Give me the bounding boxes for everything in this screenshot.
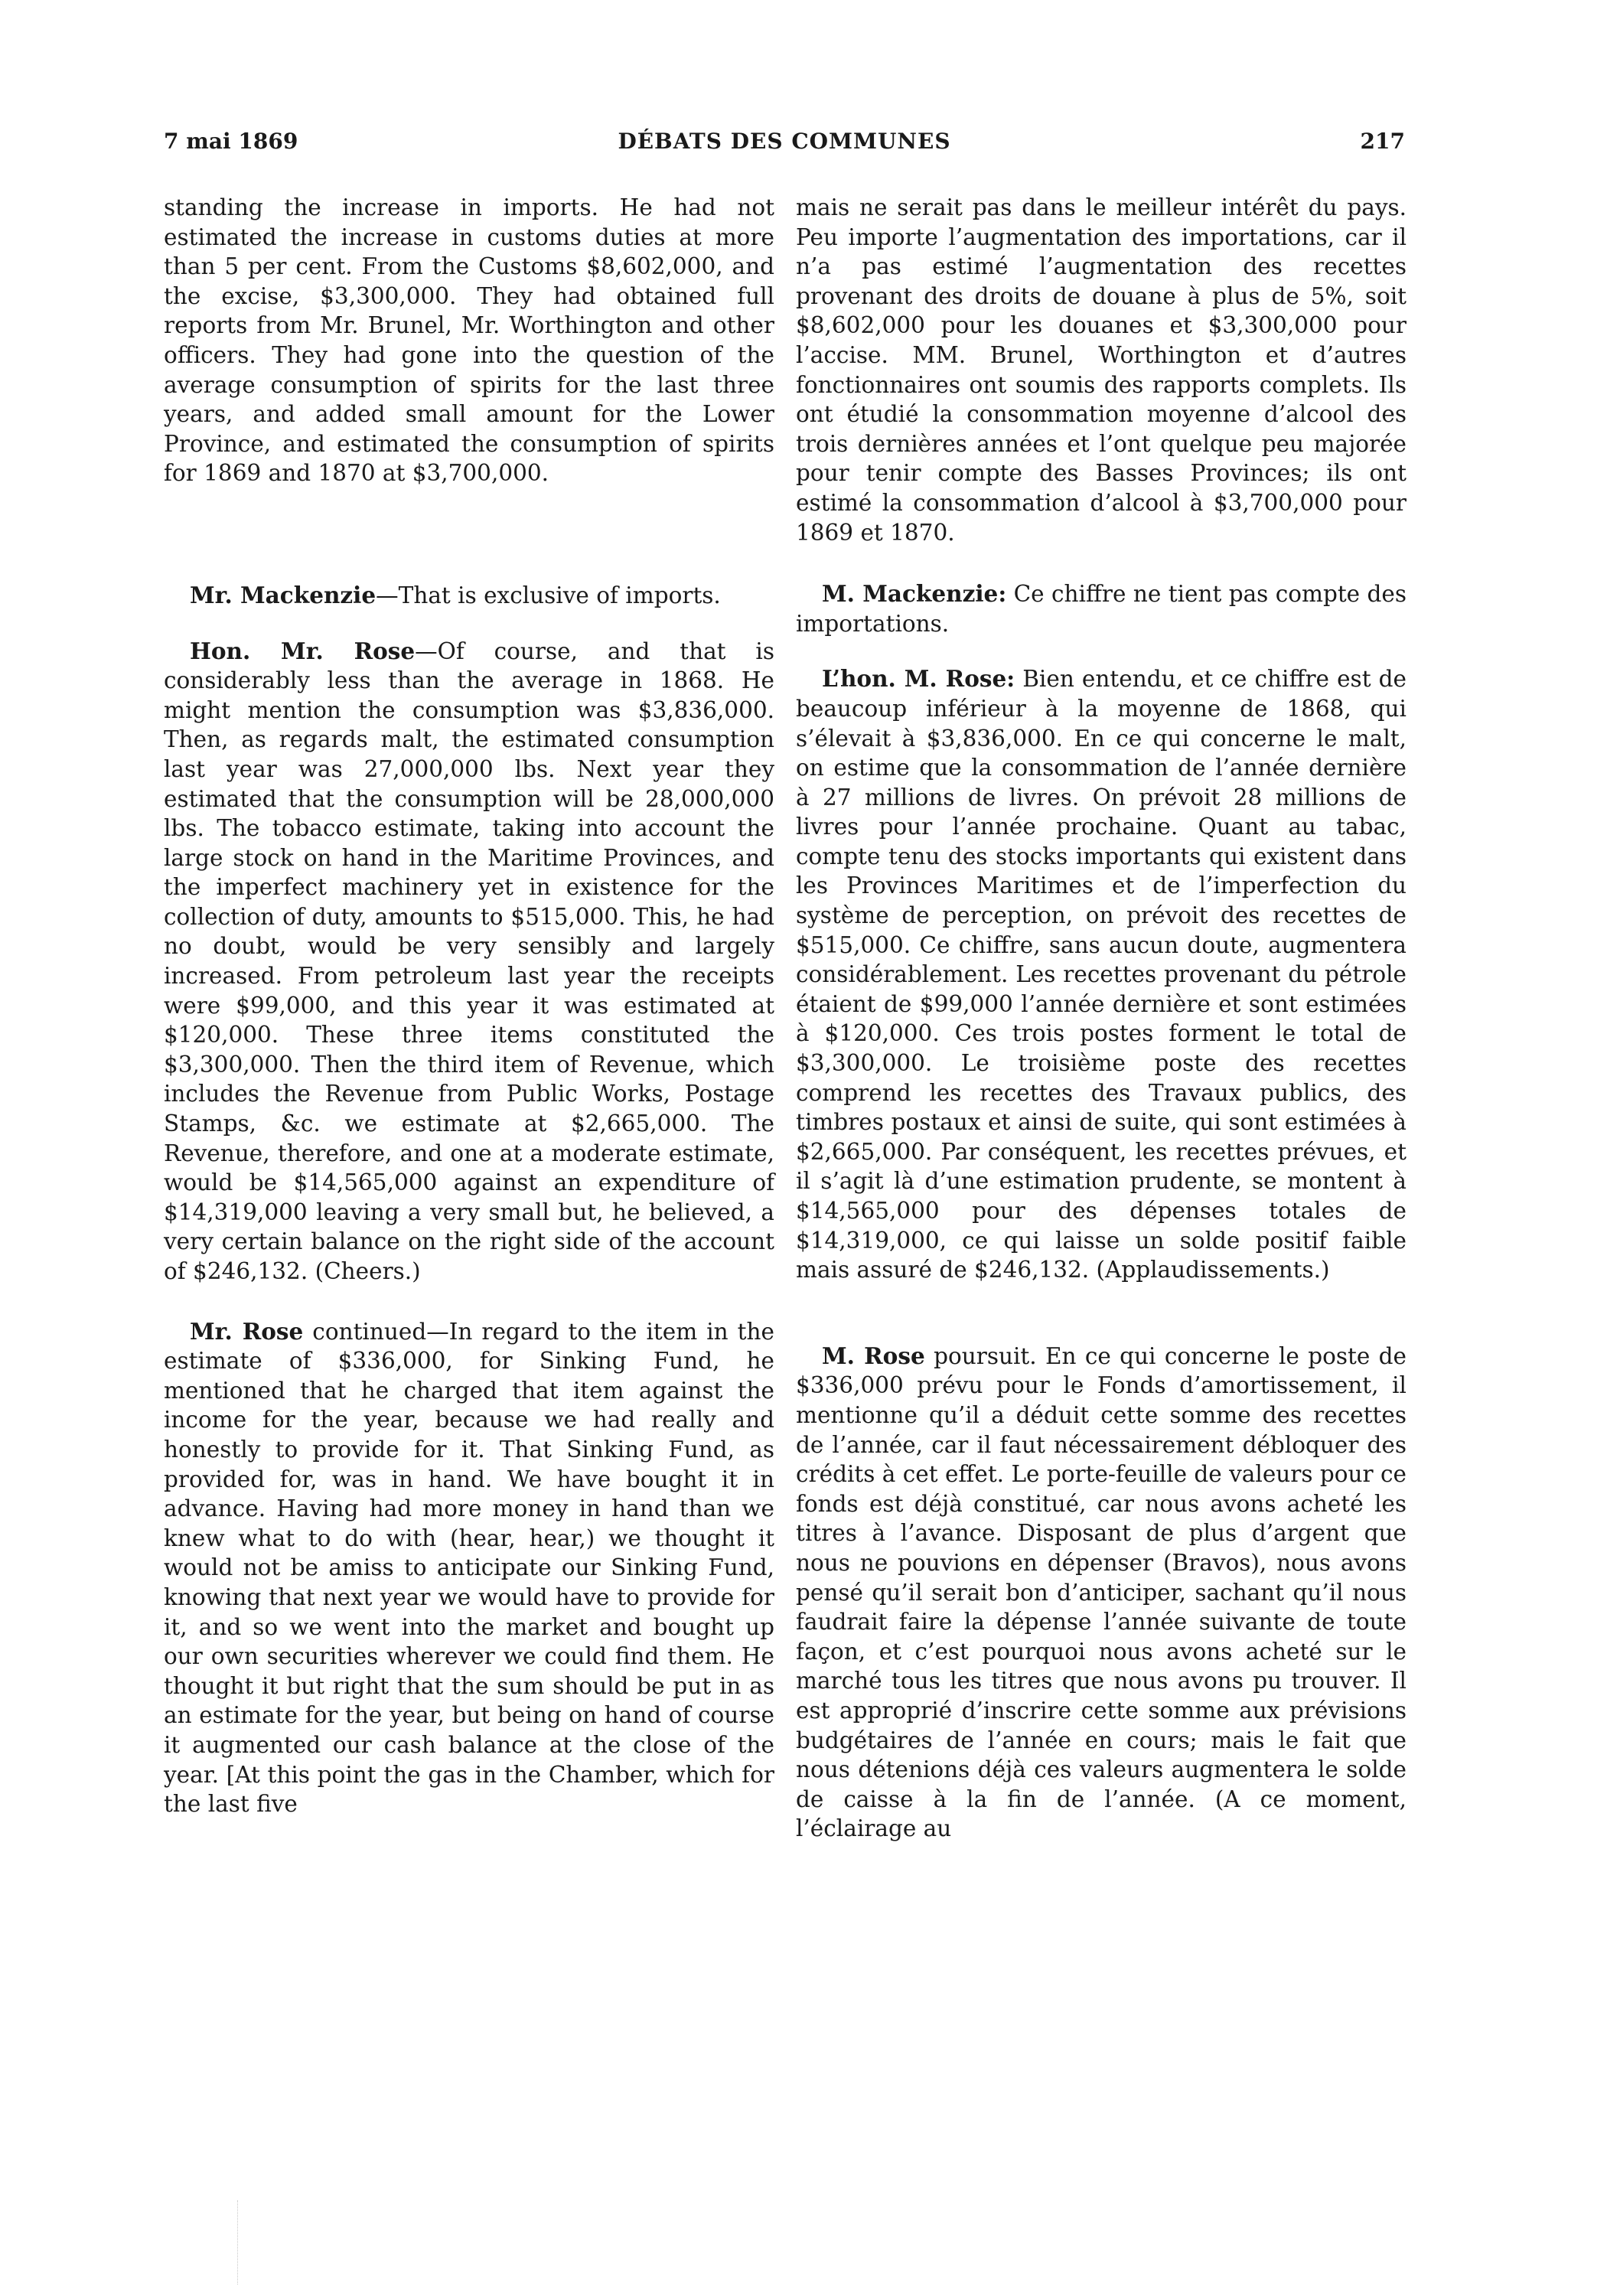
paragraph-en-3 — [164, 637, 774, 1287]
scan-artifact — [237, 2200, 241, 2285]
english-column — [164, 193, 774, 1819]
speaker-name: Mr. Rose — [190, 1317, 304, 1345]
speaker-name: Mr. Mackenzie — [190, 581, 376, 608]
paragraph-en-2 — [164, 581, 774, 611]
page-number: 217 — [1360, 129, 1405, 154]
header-title: DÉBATS DES COMMUNES — [618, 129, 951, 154]
page-header — [164, 129, 1405, 162]
speaker-name: L’hon. M. Rose: — [822, 665, 1015, 693]
speaker-name: M. Mackenzie: — [822, 580, 1007, 608]
speech-text: poursuit. En ce qui concerne le poste de $336,000 prévu pour le Fonds d’amortissement, il mentionne qu’il a déduit cette somme des recettes de l’année, car il faut nécessairement débloquer des crédits à cet effet. Le porte-feuille de valeurs pour ce fonds est déjà constitué, car nous avons acheté les titres à l’avance. Disposant de plus d’argent que nous ne pouvions en dépenser (Bravos), nous avons pensé qu’il serait bon d’anticiper, sachant qu’il nous faudrait faire la dépense l’année suivante de toute façon, et c’est pourquoi nous avons acheté sur le marché tous les titres que nous avons pu trouver. Il est approprié d’inscrire cette somme aux prévisions budgétaires de l’année en cours; mais le fait que nous détenions déjà ces valeurs augmentera le solde de caisse à la fin de l’année. (A ce moment, l’éclairage au — [796, 1342, 1407, 1842]
paragraph-fr-2 — [796, 579, 1407, 638]
speech-text: Bien entendu, et ce chiffre est de beaucoup inférieur à la moyenne de 1868, qui s’élevait à $3,836,000. En ce qui concerne le malt, on estime que la consommation de l’année dernière à 27 millions de livres. On prévoit 28 millions de livres pour l’année prochaine. Quant au tabac, compte tenu des stocks importants qui existent dans les Provinces Maritimes et de l’imperfection du système de perception, on prévoit des recettes de $515,000. Ce chiffre, sans aucun doute, augmentera considérablement. Les recettes provenant du pétrole étaient de $99,000 l’année dernière et sont estimées à $120,000. Ces trois postes forment le total de $3,300,000. Le troisième poste des recettes comprend les recettes des Travaux publics, des timbres postaux et ainsi de suite, qui sont estimées à $2,665,000. Par conséquent, les recettes prévues, et il s’agit là d’une estimation prudente, se montent à $14,565,000 pour des dépenses totales de $14,319,000, ce qui laisse un solde positif faible mais assuré de $246,132. (Applaudissements.) — [796, 666, 1407, 1283]
paragraph-en-4 — [164, 1317, 774, 1819]
paragraph-fr-1: mais ne serait pas dans le meilleur intérêt du pays. Peu importe l’augmentation des importations, car il n’a pas estimé l’augmentation des recettes provenant des droits de douane à plus de 5%, soit $8,602,000 pour les douanes et $3,300,000 pour l’accise. MM. Brunel, Worthington et d’autres fonctionnaires ont soumis des rapports complets. Ils ont étudié la consommation moyenne d’alcool des trois dernières années et l’ont quelque peu majorée pour tenir compte des Basses Provinces; ils ont estimé la consommation d’alcool à $3,700,000 pour 1869 et 1870. — [796, 194, 1407, 546]
speech-text: —That is exclusive of imports. — [376, 582, 721, 608]
speech-text: —Of course, and that is considerably less than the average in 1868. He might mention the consumption was $3,836,000. Then, as regards malt, the estimated consumption last year was 27,000,000 lbs. Next year they estimated that the consumption will be 28,000,000 lbs. The tobacco estimate, taking into account the large stock on hand in the Maritime Provinces, and the imperfect machinery yet in existence for the collection of duty, amounts to $515,000. This, he had no doubt, would be very sensibly and largely increased. From petroleum last year the receipts were $99,000, and this year it was estimated at $120,000. These three items constituted the $3,300,000. Then the third item of Revenue, which includes the Revenue from Public Works, Postage Stamps, &c. we estimate at $2,665,000. The Revenue, therefore, and one at a moderate estimate, would be $14,565,000 against an expenditure of $14,319,000 leaving a very small but, he believed, a very certain balance on the right side of the account of $246,132. (Cheers.) — [164, 638, 774, 1284]
speech-text: Ce chiffre ne tient pas compte des importations. — [796, 581, 1407, 637]
paragraph-fr-4 — [796, 1342, 1407, 1844]
speaker-name: Hon. Mr. Rose — [190, 637, 416, 664]
paragraph-fr-3 — [796, 664, 1407, 1284]
speaker-name: M. Rose — [822, 1342, 925, 1369]
french-column — [796, 193, 1407, 1844]
speech-text: continued—In regard to the item in the estimate of $336,000, for Sinking Fund, he mentioned that he charged that item against the income for the year, because we had really and honestly to provide for it. That Sinking Fund, as provided for, was in hand. We have bought it in advance. Having had more money in hand than we knew what to do with (hear, hear,) we thought it would not be amiss to anticipate our Sinking Fund, knowing that next year we would have to provide for it, and so we went into the market and bought up our own securities wherever we could find them. He thought it but right that the sum should be put in as an estimate for the year, but being on hand of course it augmented our cash balance at the close of the year. [At this point the gas in the Chamber, which for the last five — [164, 1318, 774, 1818]
paragraph-en-1: standing the increase in imports. He had not estimated the increase in customs duties at more than 5 per cent. From the Customs $8,602,000, and the excise, $3,300,000. They had obtained full reports from Mr. Brunel, Mr. Worthington and other officers. They had gone into the question of the average consumption of spirits for the last three years, and added small amount for the Lower Province, and estimated the consumption of spirits for 1869 and 1870 at $3,700,000. — [164, 194, 774, 487]
header-date: 7 mai 1869 — [164, 129, 298, 154]
